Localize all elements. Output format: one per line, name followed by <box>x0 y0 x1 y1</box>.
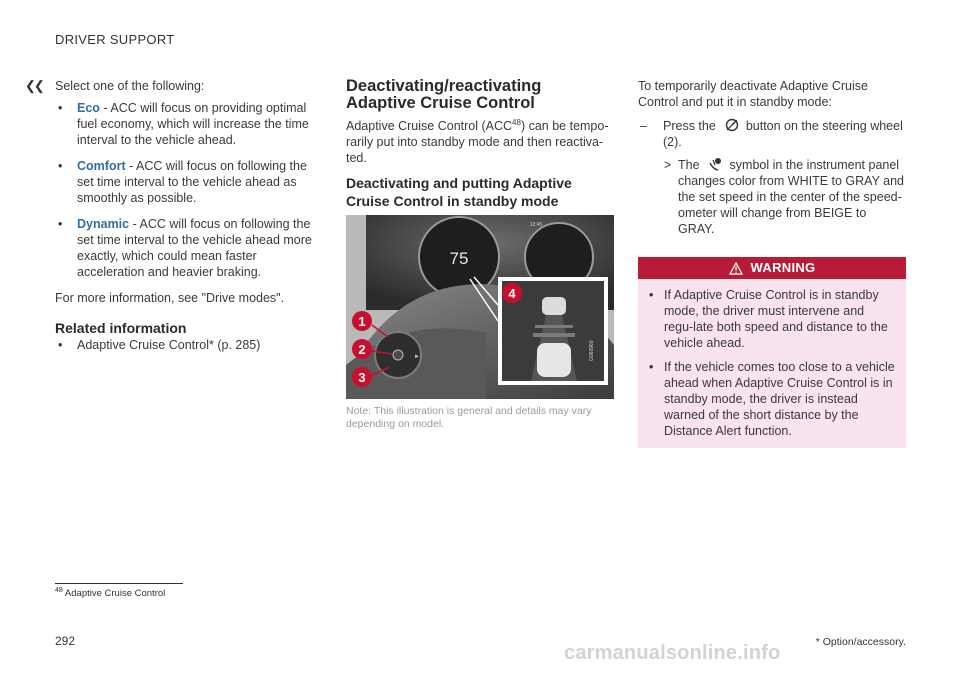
select-intro: Select one of the following: <box>55 79 205 93</box>
clock-readout: 12:45 <box>529 222 543 228</box>
warning-title: WARNING <box>750 260 816 275</box>
more-info-text: For more information, see "Drive modes". <box>55 291 285 305</box>
mode-list <box>55 100 323 280</box>
footnote-number: 48 <box>55 586 63 594</box>
acc-button-icon <box>724 118 740 132</box>
acc-intro-a: Adaptive Cruise Control (ACC <box>346 119 513 133</box>
right-arrow-icon: ► <box>414 354 420 360</box>
figure-code: G060960 <box>589 340 595 361</box>
column-right <box>638 78 906 448</box>
warning-item-1: • If Adaptive Cruise Control is in standby mode, the driver must intervene and regu-late both speed and distance to the vehicle ahead. <box>646 287 896 351</box>
footnote-text: Adaptive Cruise Control <box>64 588 166 599</box>
footnote-rule <box>55 583 183 584</box>
own-car-icon <box>537 343 571 377</box>
mode-text-comfort: - ACC will focus on following the set time interval to the vehicle ahead as smoothly as possible. <box>77 159 307 205</box>
callout-label-1: 1 <box>358 314 366 329</box>
mode-name-dynamic: Dynamic <box>77 217 130 231</box>
subsection-title: Deactivating and putting Adaptive Cruise Control in standby mode <box>346 175 572 209</box>
mode-item-dynamic <box>55 216 323 280</box>
car-ahead-icon <box>542 297 566 315</box>
warning-triangle-icon <box>729 262 743 275</box>
step-text-b: button on the steering wheel (2). <box>663 119 903 149</box>
acc-intro-b: ) can be tempo-rarily put into standby mode and then reactiva-ted. <box>346 119 609 165</box>
figure-caption: Note: This illustration is general and details may vary depending on model. <box>346 405 592 430</box>
section-header: DRIVER SUPPORT <box>55 32 175 47</box>
acc-intro <box>346 118 614 166</box>
result-text-a: The <box>678 158 700 172</box>
back-arrows-icon[interactable]: ❮❮ <box>25 78 43 93</box>
warning-header <box>638 257 906 279</box>
steering-wheel-illustration <box>346 215 614 399</box>
mode-item-comfort <box>55 158 323 206</box>
step-result <box>638 157 906 237</box>
mode-text-eco: - ACC will focus on providing optimal fuel economy, which will increase the time interval to the vehicle ahead. <box>77 101 309 147</box>
mode-item-eco <box>55 100 323 148</box>
mode-name-eco: Eco <box>77 101 100 115</box>
footnote-ref[interactable]: 48 <box>512 117 521 127</box>
footnote <box>55 588 165 599</box>
section-title: Deactivating/reactivating Adaptive Cruise Control <box>346 77 542 112</box>
watermark: carmanualsonline.info <box>564 642 781 664</box>
related-info-heading: Related information <box>55 320 187 336</box>
step-dash: – <box>640 119 647 133</box>
standby-intro: To temporarily deactivate Adaptive Cruise Control and put it in standby mode: <box>638 79 868 109</box>
callout-label-4: 4 <box>508 286 516 301</box>
option-accessory-note: * Option/accessory. <box>815 636 906 648</box>
warning-box <box>638 257 906 448</box>
related-link[interactable]: • Adaptive Cruise Control* (p. 285) <box>55 337 323 353</box>
speed-readout: 75 <box>449 249 469 268</box>
step-press-button <box>638 118 906 150</box>
acc-button-icon <box>393 350 403 360</box>
page-number: 292 <box>55 634 76 648</box>
step-text-a: Press the <box>663 119 716 133</box>
callout-label-2: 2 <box>358 342 366 357</box>
warning-list <box>638 279 906 448</box>
callout-label-3: 3 <box>358 370 366 385</box>
distance-bar-1 <box>533 333 575 337</box>
column-middle <box>346 78 614 431</box>
related-list <box>55 337 323 353</box>
illustration-svg <box>346 215 614 399</box>
acc-symbol-icon <box>708 157 724 171</box>
mode-name-comfort: Comfort <box>77 159 126 173</box>
mode-text-dynamic: - ACC will focus on following the set time interval to the vehicle ahead more exactly, which could mean faster acceleration and heavier braking. <box>77 217 312 279</box>
warning-item-2: • If the vehicle comes too close to a vehicle ahead when Adaptive Cruise Control is in standby mode, the driver is instead warned of the short distance by the Distance Alert function. <box>646 359 896 439</box>
result-marker: > <box>664 158 672 172</box>
column-left <box>55 78 323 353</box>
distance-bar-2 <box>535 325 573 328</box>
result-text-b: symbol in the instrument panel changes color from WHITE to GRAY and the set speed in the center of the speed-ometer will change from BEIGE to GRAY. <box>678 158 905 236</box>
